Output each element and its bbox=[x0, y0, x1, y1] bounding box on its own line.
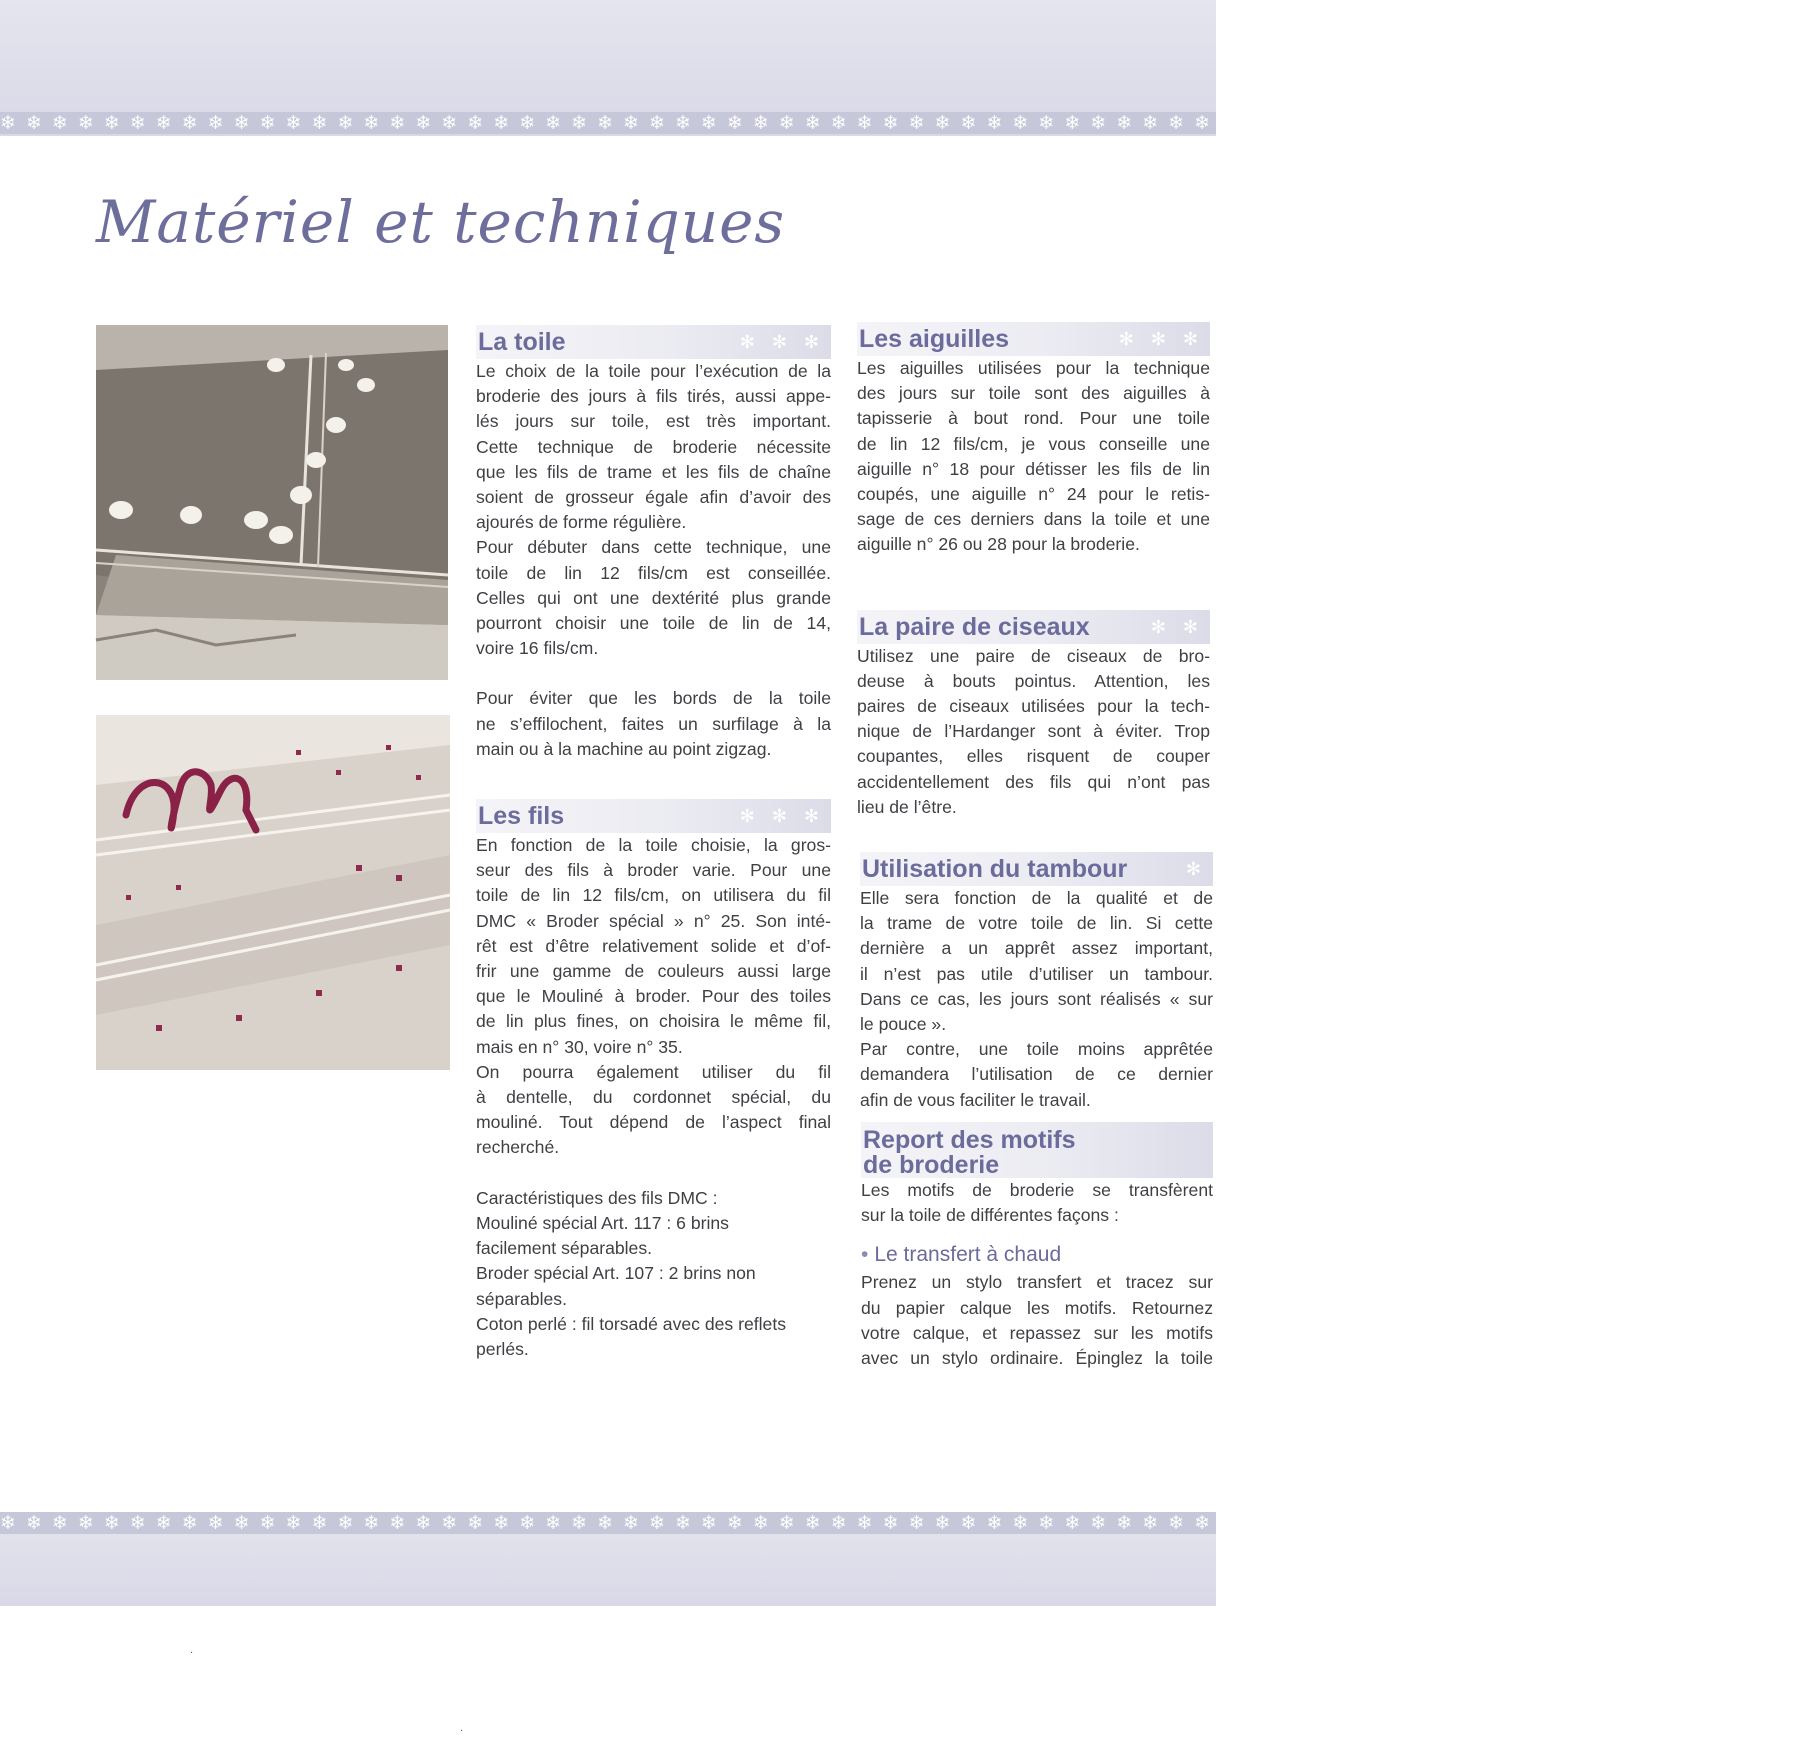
section-heading-text: Les fils bbox=[478, 802, 565, 831]
body-line: broderie des jours à fils tirés, aussi appe- bbox=[476, 386, 831, 407]
body-line: paires de ciseaux utilisées pour la tech- bbox=[857, 696, 1210, 717]
body-line: toile de lin 12 fils/cm, on utilisera du fil bbox=[476, 885, 831, 906]
body-line: lieu de l’être. bbox=[857, 796, 957, 817]
body-line: Broder spécial Art. 107 : 2 brins non bbox=[476, 1263, 756, 1284]
snowflake-decoration-icon: ✻ ✻ ✻ bbox=[739, 332, 825, 352]
page-title: Matériel et techniques bbox=[96, 188, 786, 256]
body-line: seur des fils à broder varie. Pour une bbox=[476, 860, 831, 881]
top-snowflake-border: ❄ ❄ ❄ ❄ ❄ ❄ ❄ ❄ ❄ ❄ ❄ ❄ ❄ ❄ ❄ ❄ ❄ ❄ ❄ ❄ ❄ ❄ ❄ ❄ ❄ ❄ ❄ ❄ ❄ ❄ ❄ ❄ ❄ ❄ ❄ ❄ ❄ ❄ ❄ ❄ ❄ ❄ ❄ ❄ ❄ ❄ ❄ ❄ ❄ ❄ ❄ ❄ ❄ ❄ ❄ ❄ ❄ ❄ ❄ ❄ ❄ ❄ ❄ ❄ ❄ ❄ ❄ ❄ ❄ ❄ bbox=[0, 112, 1809, 134]
body-line: Pour éviter que les bords de la toile bbox=[476, 688, 831, 709]
section-heading-text: de broderie bbox=[863, 1151, 1000, 1179]
body-line: que les fils de trame et les fils de chaîne bbox=[476, 461, 831, 482]
body-line: séparables. bbox=[476, 1288, 567, 1309]
body-line: nique de l’Hardanger sont à éviter. Trop bbox=[857, 721, 1210, 742]
body-line: En fonction de la toile choisie, la gros- bbox=[476, 835, 831, 856]
body-line: de lin 12 fils/cm, je vous conseille une bbox=[857, 433, 1210, 454]
section-heading-text: Les aiguilles bbox=[859, 325, 1010, 353]
bottom-snowflake-border: ❄ ❄ ❄ ❄ ❄ ❄ ❄ ❄ ❄ ❄ ❄ ❄ ❄ ❄ ❄ ❄ ❄ ❄ ❄ ❄ ❄ ❄ ❄ ❄ ❄ ❄ ❄ ❄ ❄ ❄ ❄ ❄ ❄ ❄ ❄ ❄ ❄ ❄ ❄ ❄ ❄ ❄ ❄ ❄ ❄ ❄ ❄ ❄ ❄ ❄ ❄ ❄ ❄ ❄ ❄ ❄ ❄ ❄ ❄ ❄ ❄ ❄ ❄ ❄ ❄ ❄ ❄ ❄ ❄ ❄ bbox=[0, 1512, 1809, 1534]
body-line: Prenez un stylo transfert et tracez sur bbox=[861, 1272, 1213, 1293]
body-line: des jours sur toile sont des aiguilles à bbox=[857, 383, 1210, 404]
body-line: aiguille n° 18 pour détisser les fils de lin bbox=[857, 458, 1210, 479]
body-line: afin de vous faciliter le travail. bbox=[860, 1089, 1091, 1110]
photo-embroidered-monogram bbox=[96, 715, 450, 1070]
body-line: coupés, une aiguille n° 24 pour le retis- bbox=[857, 484, 1210, 505]
section-body-toile bbox=[476, 359, 831, 762]
scan-speck: · bbox=[460, 1726, 464, 1737]
body-line: sur la toile de différentes façons : bbox=[861, 1205, 1119, 1226]
body-line: Dans ce cas, les jours sont réalisés « sur bbox=[860, 988, 1213, 1009]
body-line: Les motifs de broderie se transfèrent bbox=[861, 1180, 1213, 1200]
body-line: frir une gamme de couleurs aussi large bbox=[476, 961, 831, 982]
paragraph-gap bbox=[476, 661, 831, 686]
body-line: DMC « Broder spécial » n° 25. Son inté- bbox=[476, 910, 831, 931]
snowflake-decoration-icon: ✻ ✻ ✻ bbox=[739, 806, 825, 827]
section-heading-tambour bbox=[860, 852, 1213, 886]
column-right-text bbox=[857, 322, 1210, 820]
body-line: Elle sera fonction de la qualité et de bbox=[860, 888, 1213, 908]
body-line: demandera l’utilisation de ce dernier bbox=[860, 1064, 1213, 1085]
section-heading-ciseaux bbox=[857, 610, 1210, 644]
body-line: recherché. bbox=[476, 1137, 560, 1158]
scan-speck: · bbox=[190, 1648, 194, 1659]
body-line: ne s’effilochent, faites un surfilage à la bbox=[476, 713, 831, 734]
body-line: aiguille n° 26 ou 28 pour la broderie. bbox=[857, 534, 1140, 555]
body-line: Les aiguilles utilisées pour la technique bbox=[857, 358, 1210, 378]
body-line: Le choix de la toile pour l’exécution de la bbox=[476, 361, 831, 381]
section-heading-report bbox=[861, 1122, 1213, 1178]
subheading-text: Le transfert à chaud bbox=[874, 1243, 1062, 1267]
section-heading-toile bbox=[476, 325, 831, 359]
body-line: Mouliné spécial Art. 117 : 6 brins bbox=[476, 1212, 729, 1233]
body-line: facilement séparables. bbox=[476, 1238, 653, 1259]
body-line: Celles qui ont une dextérité plus grande bbox=[476, 587, 831, 608]
body-line: de lin plus fines, on choisira le même fil, bbox=[476, 1011, 831, 1032]
body-line: Utilisez une paire de ciseaux de bro- bbox=[857, 645, 1210, 666]
body-line: main ou à la machine au point zigzag. bbox=[476, 738, 772, 759]
body-line: toile de lin 12 fils/cm est conseillée. bbox=[476, 562, 831, 583]
paragraph-gap bbox=[476, 1161, 831, 1186]
body-line: Coton perlé : fil torsadé avec des reflets bbox=[476, 1313, 787, 1334]
section-body-fils bbox=[476, 833, 831, 1362]
body-line: ajourés de forme régulière. bbox=[476, 512, 687, 533]
section-heading-text: La toile bbox=[478, 328, 566, 356]
body-line: soient de grosseur égale afin d’avoir des bbox=[476, 487, 831, 508]
column-left-text bbox=[476, 325, 831, 1362]
body-line: à dentelle, du cordonnet spécial, du bbox=[476, 1087, 831, 1108]
body-line: Pour débuter dans cette technique, une bbox=[476, 537, 831, 558]
body-line: Par contre, une toile moins apprêtée bbox=[860, 1039, 1213, 1060]
section-heading-text: La paire de ciseaux bbox=[859, 612, 1090, 641]
bullet-icon: • bbox=[861, 1243, 869, 1267]
section-body-report bbox=[861, 1178, 1213, 1371]
body-line: mouliné. Tout dépend de l’aspect final bbox=[476, 1112, 831, 1133]
body-line: la trame de votre toile de lin. Si cette bbox=[860, 913, 1213, 934]
body-line: voire 16 fils/cm. bbox=[476, 638, 599, 659]
body-line: mais en n° 30, voire n° 35. bbox=[476, 1036, 683, 1057]
body-line: On pourra également utiliser du fil bbox=[476, 1061, 831, 1082]
body-line: votre calque, et repassez sur les motifs bbox=[861, 1322, 1213, 1343]
snowflake-decoration-icon: ✻ ✻ bbox=[1150, 616, 1204, 637]
body-line: Cette technique de broderie nécessite bbox=[476, 436, 831, 457]
body-line: coupantes, elles risquent de couper bbox=[857, 746, 1210, 767]
body-line: dernière a un apprêt assez important, bbox=[860, 938, 1213, 959]
section-heading-fils bbox=[476, 799, 831, 833]
body-line: pourront choisir une toile de lin de 14, bbox=[476, 613, 831, 634]
section-body-tambour bbox=[860, 886, 1213, 1113]
body-line: le pouce ». bbox=[860, 1014, 947, 1035]
body-line: il n’est pas utile d’utiliser un tambour. bbox=[860, 963, 1213, 984]
column-right-text-report bbox=[861, 1122, 1213, 1371]
body-line: lés jours sur toile, est très important. bbox=[476, 411, 831, 432]
body-line: accidentellement des fils qui n’ont pas bbox=[857, 771, 1210, 792]
section-heading-text: Utilisation du tambour bbox=[862, 855, 1128, 883]
body-line: perlés. bbox=[476, 1338, 529, 1359]
body-line: que le Mouliné à broder. Pour des toiles bbox=[476, 986, 831, 1007]
body-line: Caractéristiques des fils DMC : bbox=[476, 1187, 718, 1208]
body-line: rêt est d’être relativement solide et d’of- bbox=[476, 935, 831, 956]
photo-grey-linen-hearts bbox=[96, 325, 448, 680]
body-line: sage de ces derniers dans la toile et une bbox=[857, 509, 1210, 530]
section-heading-aiguilles bbox=[857, 322, 1210, 356]
section-body-aiguilles bbox=[857, 356, 1210, 558]
section-heading-text: Report des motifs bbox=[863, 1126, 1076, 1154]
body-line: deuse à bouts pointus. Attention, les bbox=[857, 670, 1210, 691]
body-line: avec un stylo ordinaire. Épinglez la toile bbox=[861, 1348, 1213, 1369]
snowflake-decoration-icon: ✻ bbox=[1185, 859, 1207, 879]
body-line: du papier calque les motifs. Retournez bbox=[861, 1297, 1213, 1318]
snowflake-decoration-icon: ✻ ✻ ✻ bbox=[1118, 329, 1204, 349]
section-body-ciseaux bbox=[857, 644, 1210, 820]
subheading-transfert bbox=[861, 1240, 1213, 1270]
column-right-text-tambour bbox=[860, 852, 1213, 1113]
body-line: tapisserie à bout rond. Pour une toile bbox=[857, 408, 1210, 429]
